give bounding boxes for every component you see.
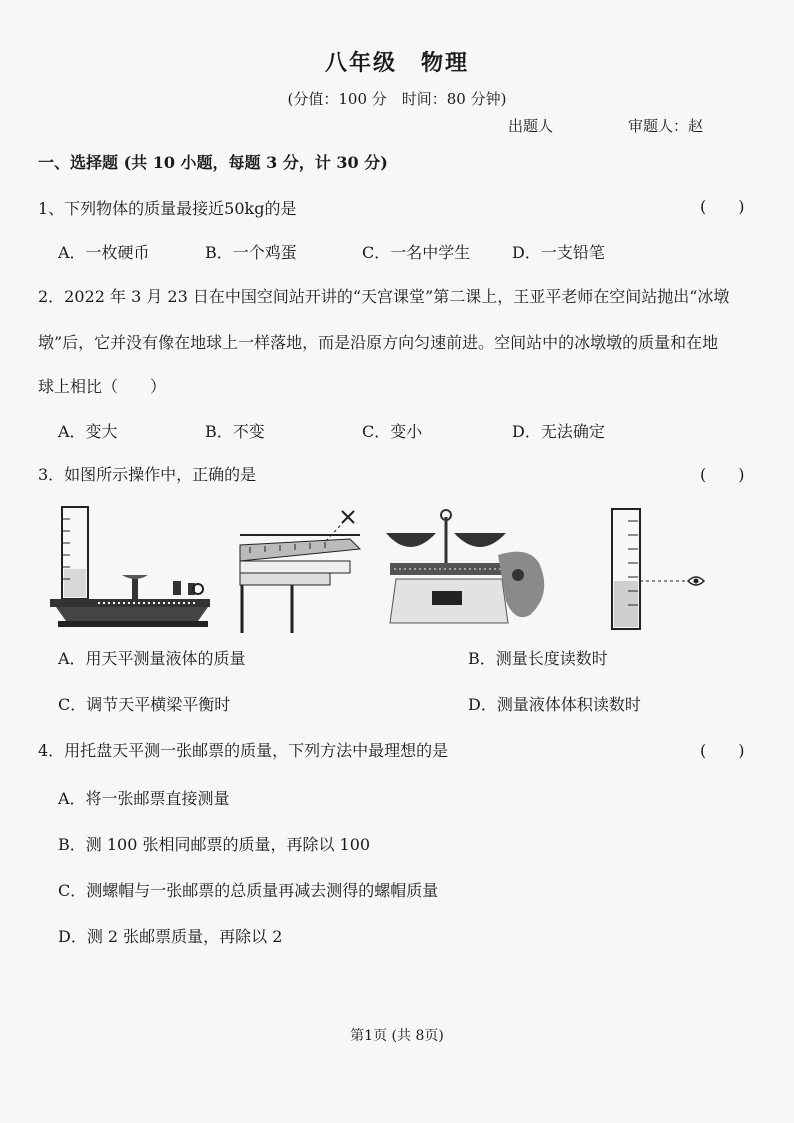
- figure-b-ruler-reading: [230, 505, 370, 635]
- question-1-option-c: C．一名中学生: [362, 243, 471, 262]
- question-4-option-a: A．将一张邮票直接测量: [58, 789, 230, 808]
- question-2-option-c: C．变小: [362, 422, 423, 441]
- question-3-stem: 3．如图所示操作中，正确的是: [38, 465, 257, 484]
- question-3-answer-blank: ( ): [700, 465, 745, 484]
- question-2-option-b: B．不变: [205, 422, 265, 441]
- question-3-option-a: A．用天平测量液体的质量: [58, 649, 246, 668]
- figure-a-balance-with-beaker: [48, 505, 218, 635]
- question-4-option-b: B．测 100 张相同邮票的质量，再除以 100: [58, 835, 371, 854]
- question-2-line-1: 2．2022 年 3 月 23 日在中国空间站开讲的“天宫课堂”第二课上，王亚平老师在空间站抛出“冰墩: [38, 287, 730, 306]
- section-title: 一、选择题 (共 10 小题，每题 3 分，计 30 分): [38, 153, 388, 172]
- page-footer: 第1页 (共 8页): [350, 1028, 444, 1044]
- question-1-option-a: A．一枚硬币: [58, 243, 150, 262]
- question-3-option-b: B．测量长度读数时: [468, 649, 608, 668]
- exam-info: (分值：100 分 时间：80 分钟): [287, 90, 507, 108]
- question-3-option-c: C．调节天平横梁平衡时: [58, 695, 231, 714]
- question-2-option-a: A．变大: [58, 422, 118, 441]
- question-2-line-3: 球上相比（ ）: [38, 377, 167, 396]
- question-1-option-d: D．一支铅笔: [512, 243, 605, 262]
- question-3-option-d: D．测量液体体积读数时: [468, 695, 641, 714]
- question-4-stem: 4．用托盘天平测一张邮票的质量，下列方法中最理想的是: [38, 741, 449, 760]
- question-4-answer-blank: ( ): [700, 741, 745, 760]
- figure-d-graduated-cylinder: [600, 505, 720, 635]
- question-2-option-d: D．无法确定: [512, 422, 605, 441]
- question-4-option-c: C．测螺帽与一张邮票的总质量再减去测得的螺帽质量: [58, 881, 439, 900]
- question-1-option-b: B．一个鸡蛋: [205, 243, 297, 262]
- question-4-option-d: D．测 2 张邮票质量，再除以 2: [58, 927, 283, 946]
- question-1-stem: 1、下列物体的质量最接近50kg的是: [38, 199, 297, 218]
- setter-label: 出题人: [508, 117, 554, 135]
- reviewer-label: 审题人：赵: [628, 117, 719, 135]
- page-title: 八年级 物理: [324, 50, 469, 76]
- question-1-answer-blank: ( ): [700, 197, 745, 216]
- figure-c-balance-adjusting: [380, 505, 555, 635]
- question-2-line-2: 墩”后，它并没有像在地球上一样落地，而是沿原方向匀速前进。空间站中的冰墩墩的质量和在地: [38, 333, 719, 352]
